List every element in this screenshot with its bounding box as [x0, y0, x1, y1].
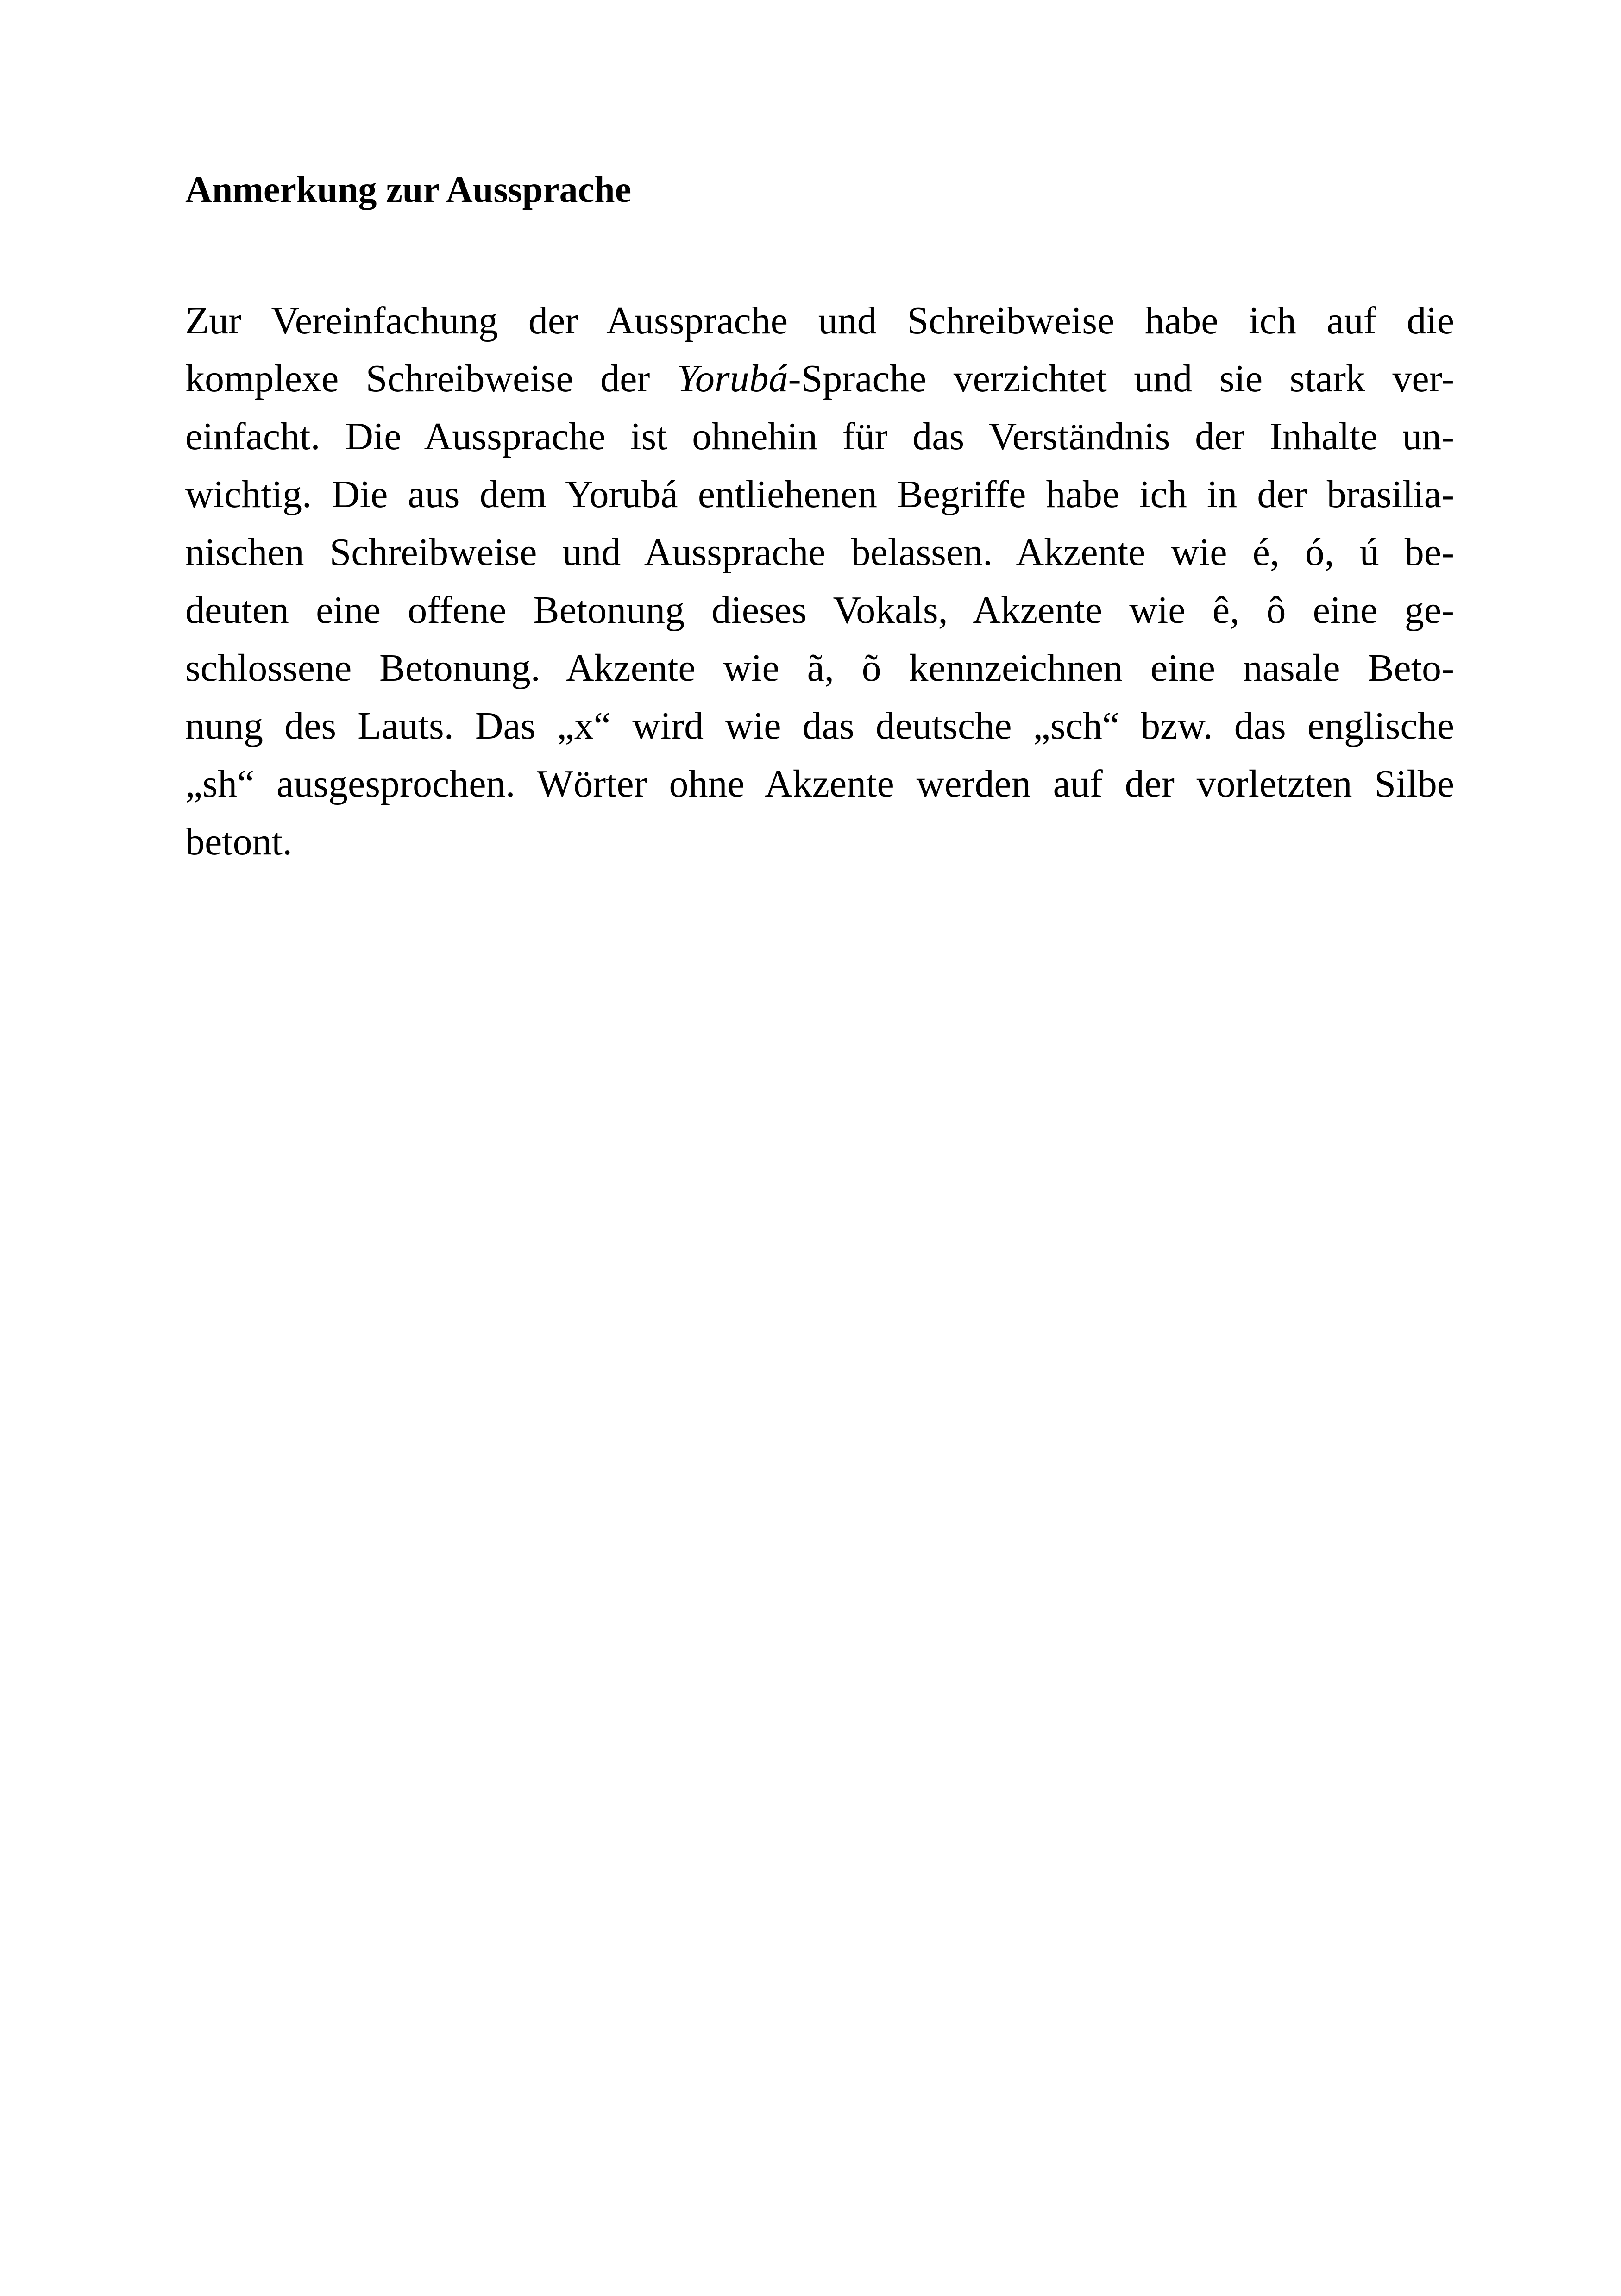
paragraph-line: deuten eine offene Betonung dieses Vokals, Akzente wie ê, ô eine ge- [185, 589, 1454, 632]
paragraph-line: nischen Schreibweise und Aussprache belassen. Akzente wie é, ó, ú be- [185, 531, 1454, 574]
paragraph-line: einfacht. Die Aussprache ist ohnehin für das Verständnis der Inhalte un- [185, 415, 1454, 458]
yoruba-term: Yorubá [677, 357, 788, 400]
paragraph-line: „sh“ ausgesprochen. Wörter ohne Akzente werden auf der vorletzten Silbe [185, 762, 1454, 805]
paragraph-line [185, 350, 1454, 408]
pronunciation-paragraph [185, 292, 1454, 871]
paragraph-line: Zur Vereinfachung der Aussprache und Schreibweise habe ich auf die [185, 299, 1454, 342]
paragraph-line-start: komplexe Schreibweise der [185, 357, 677, 400]
paragraph-line-end: -Sprache verzichtet und sie stark ver- [788, 357, 1454, 400]
paragraph-line: schlossene Betonung. Akzente wie ã, õ kennzeichnen eine nasale Beto- [185, 646, 1454, 690]
paragraph-line: nung des Lauts. Das „x“ wird wie das deutsche „sch“ bzw. das englische [185, 704, 1454, 747]
paragraph-line: wichtig. Die aus dem Yorubá entliehenen Begriffe habe ich in der brasilia- [185, 473, 1454, 516]
section-heading: Anmerkung zur Aussprache [185, 169, 632, 210]
paragraph-line-last: betont. [185, 820, 292, 863]
